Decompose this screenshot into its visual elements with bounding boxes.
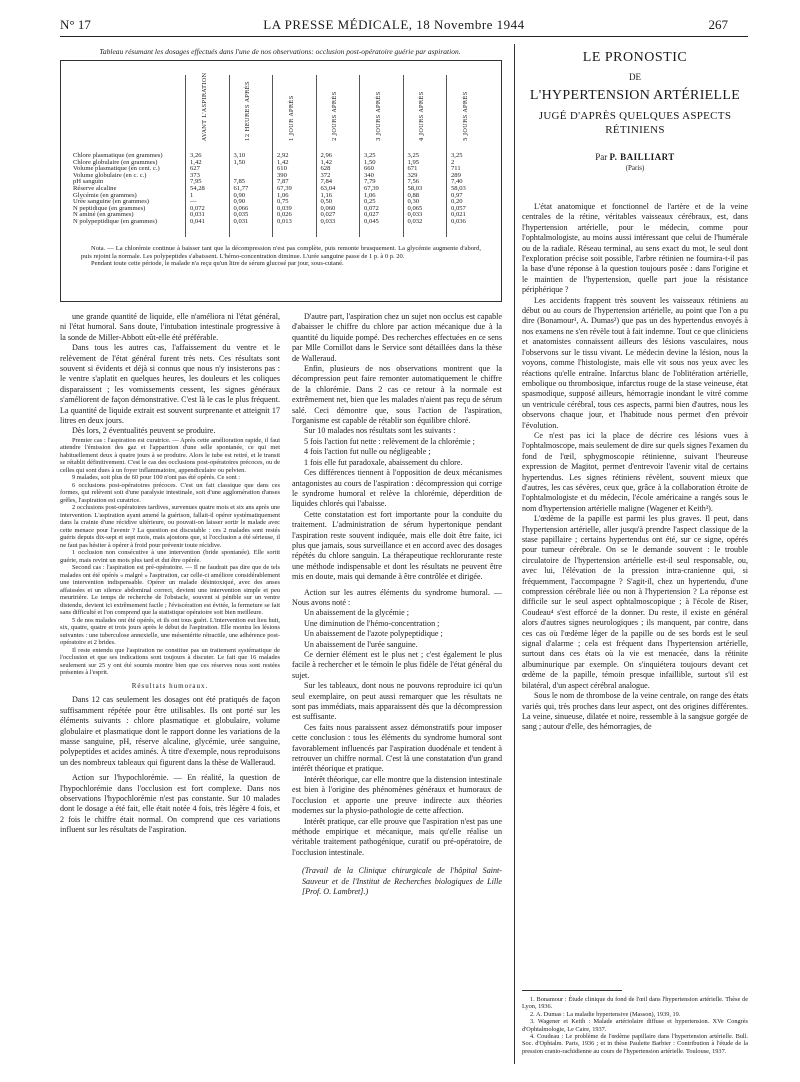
- table-cell: 0,30: [407, 198, 420, 206]
- table-cell: 1,42: [320, 158, 333, 166]
- header-rule: [60, 36, 748, 37]
- column-header: [273, 75, 317, 145]
- table-cell: 3,26: [190, 152, 202, 159]
- paragraph: Sous le nom de thrombose de la veine centrale, on range des états variés qui, très proches dans leur aspect, ont des origines différentes. La veine, sinueuse, dilatée et noire, ressemble à la sangsue gorgée de sang ; autour d'elle, des hémorragies, de: [522, 691, 748, 732]
- table-column: [185, 72, 230, 237]
- data-table: [60, 60, 502, 302]
- table-column: [446, 75, 491, 237]
- table-cell: 1,42: [190, 158, 202, 166]
- table-cell: 0,97: [451, 191, 463, 199]
- paragraph: 1 fois elle fut paradoxale, abaissement du chlore.: [304, 457, 463, 467]
- column-header: [317, 75, 361, 145]
- table-cell: 289: [451, 171, 461, 179]
- article-title-line-1: LE PRONOSTIC: [582, 50, 688, 65]
- table-grid: [73, 72, 488, 237]
- article-body: [522, 202, 748, 972]
- article-title-line-3: L'HYPERTENSION ARTÉRIELLE: [529, 88, 741, 103]
- table-cell: 1: [190, 191, 194, 199]
- issue-number: N° 17: [60, 17, 91, 32]
- table-cell: 58,03: [407, 184, 423, 192]
- table-cell: 3,25: [364, 152, 376, 159]
- article-heading: [522, 44, 748, 172]
- table-cell: 2,92: [277, 152, 289, 159]
- section-heading: Résultats humoraux.: [131, 681, 209, 690]
- column-values: [364, 153, 379, 226]
- footnote: 1. Bonamour : Étude clinique du fond de l'œil dans l'hypertension artérielle. Thèse de Lyon, 1936.: [522, 996, 748, 1011]
- column-header-label: 4 JOURS APRÈS: [419, 91, 426, 141]
- paragraph: Un abaissement de la glycémie ;: [304, 608, 409, 618]
- column-values: [234, 153, 249, 226]
- table-cell: 1,42: [277, 158, 289, 166]
- paragraph: L'œdème de la papille est parmi les plus graves. Il peut, dans l'hypertension artérielle, aller jusqu'à prendre l'aspect classique de la stase papillaire ; certains hypertendus ont été, sur ce signe, opérés pour tumeur cérébrale. On se le demande souvent : le trouble circulatoire de l'hypertension artérielle est-il seul responsable, ou, avec lui, l'élévation de la pression intra-cranienne qui, si fréquemment, l'accompagne ? S'agit-il, chez un hypertendu, d'une compression cérébrale liée ou non à l'hypertension ? La réponse est difficile sur le seul aspect ophtalmoscopique ; à l'école de Riser, Coudeau⁴ s'est efforcé de la donner. Du reste, il existe en général alors d'autres signes neurologiques ; ils manquent, par contre, dans ces cas où l'œdème léger de la papille ou de ses bords est le seul signal d'alarme ; cela est fréquent dans l'hypertension artérielle, surtout dans ces états où la vie est menacée, dans la rétinite albuminurique par exemple. On s'inquiétera toujours devant cet œdème de la papille, témoin presque infaillible, surtout s'il est bilatéral, d'un aspect cérébral analogue.: [522, 514, 748, 690]
- paragraph: Sur les tableaux, dont nous ne pouvons reproduire ici qu'un seul exemplaire, on peut aussi remarquer que les résultats ne sont pas immédiats, mais apparaissent dès que la décompression est suffisante.: [292, 681, 502, 722]
- table-cell: 0,031: [190, 211, 205, 219]
- table-cell: 7,56: [407, 178, 420, 186]
- table-cell: 0,90: [233, 198, 246, 206]
- table-cell: 628: [320, 165, 331, 173]
- table-cell: 54,28: [190, 184, 205, 192]
- table-cell: 0,041: [190, 217, 205, 225]
- column-rule: [514, 44, 515, 1064]
- table-cell: 0,039: [277, 204, 292, 212]
- table-cell: 0,065: [407, 204, 423, 212]
- table-cell: 0,072: [364, 204, 379, 212]
- column-values: [321, 153, 336, 226]
- table-cell: 711: [451, 165, 461, 173]
- paragraph: Cette constatation est fort importante pour la conduite du traitement. L'administration de sérum hypertonique pendant l'aspiration reste souvent indiquée, mais elle doit être faite, ici plus que jamais, sous surveillance et en accord avec des dosages répétés du chlore sanguin. La thérapeutique rechlorurante reste une méthode indispensable et dont les résultats ne peuvent être mis en doute, mais qui demande à être contrôlée et dirigée.: [292, 509, 502, 582]
- table-cell: 0,90: [233, 191, 246, 199]
- paragraph: Dès lors, 2 éventualités peuvent se produire.: [72, 426, 216, 436]
- column-header: [230, 75, 274, 145]
- row-label: N peptidique (en grammes): [73, 204, 146, 212]
- small-paragraph: 2 occlusions post-opératoires tardives, survenues quatre mois et six ans après une intervention. L'aspiration ayant amené la guérison, fallait-il opérer systématiquement dans la crainte d'une récidive ultérieure, ou pouvait-on laisser sortir le malade avec cette menace pour l'avenir ? La question est discutable : ces 2 malades sont restés guéris depuis dix-sept et sept mois, mais ajoutons que, si l'occlusion a été sérieuse, il ne faut pas hésiter à opérer à froid pour prévenir toute récidive.: [60, 504, 280, 549]
- row-label: Chlore globulaire (en grammes): [73, 158, 158, 166]
- column-values: [277, 153, 292, 226]
- article-title-line-2: DE: [629, 72, 641, 82]
- table-cell: 2: [451, 158, 455, 166]
- table-cell: 7,84: [320, 178, 333, 186]
- table-cell: 373: [190, 171, 200, 179]
- small-paragraph: Second cas : l'aspiration est pré-opératoire. — Il ne faudrait pas dire que de tels malades ont été opérés « malgré » l'aspiration, car celle-ci améliore considérablement une intervention indispensable. Opérer un malade désintoxiqué, avec des anses affaissées et un silence abdominal correct, devient une intervention simple et peu meurtrière. Le temps de recherche de l'obstacle, souvent si pénible sur un ventre distendu, devient ici extrêmement facile ; l'éviscération est évitée, la fermeture se fait sans difficulté et l'on comprend que la statistique opératoire soit bien meilleure.: [60, 564, 280, 617]
- page-number: 267: [708, 17, 728, 32]
- middle-text-column: [292, 312, 502, 1072]
- table-cell: 0,072: [190, 204, 205, 212]
- table-cell: 0,036: [451, 217, 466, 225]
- table-cell: 1,50: [364, 158, 376, 166]
- table-cell: 0,035: [233, 211, 249, 219]
- table-cell: 627: [190, 165, 200, 173]
- table-cell: 7,87: [277, 178, 289, 186]
- small-paragraph: Premier cas : l'aspiration est curatrice. — Après cette amélioration rapide, il faut attendre l'émission des gaz et l'apparition d'une selle spontanée, ce qui met habituellement deux à quatre jours à se produire. Alors le tube est retiré, et le transit se rétablit définitivement. C'est le cas des occlusions post-opératoires précoces, ou de celles qui sont dues à un foyer inflammatoire, appendiculaire ou pelvien.: [60, 436, 280, 474]
- page-header: [60, 17, 728, 35]
- table-cell: 0,026: [277, 211, 292, 219]
- table-cell: 329: [407, 171, 418, 179]
- small-paragraph: 6 occlusions post-opératoires précoces. C'est un fait classique que dans ces formes, qui relèvent soit d'une paralysie intestinale, soit d'une agglomération d'anses grêles, l'aspiration est curatrice.: [60, 481, 280, 504]
- table-cell: 372: [320, 171, 331, 179]
- paragraph: une grande quantité de liquide, elle n'améliora ni l'état général, ni l'état humoral. Sans doute, l'intubation intestinale progressive à la sonde de Miller-Abbott eût-elle été préférable.: [60, 312, 280, 342]
- table-cell: 61,77: [233, 184, 249, 192]
- table-cell: 610: [277, 165, 287, 173]
- table-cell: 0,50: [320, 198, 333, 206]
- table-column: [359, 75, 404, 237]
- row-label: Chlore plasmatique (en grammes): [73, 152, 163, 159]
- table-cell: 0,021: [451, 211, 466, 219]
- table-cell: 0,88: [407, 191, 420, 199]
- table-cell: 1,06: [277, 191, 289, 199]
- table-column: [229, 75, 274, 237]
- column-header: [186, 72, 230, 145]
- table-cell: 1,16: [320, 191, 333, 199]
- paragraph: Les accidents frappent très souvent les vaisseaux rétiniens au début ou au cours de l'hypertension artérielle, au point que l'on a pu dire (Bonamour¹, A. Dumas²) que pas un des hypertendus envoyés à nos examens ne s'en révèle tout à fait indemne. Tout ce que cliniciens et anatomistes connaissent ailleurs des lésions vasculaires, nous l'observons sur le tissu vivant. Le médecin devine la lésion, nous la voyons, comme l'histologiste, mais elle vit sous nos yeux avec les réactions qu'elle entraîne. Infarctus blanc de l'oblitération artérielle, embolique ou thrombosique, infarctus rouge de la stase veineuse, état spasmodique, supposé ailleurs, hémorragie inondant le vitré comme un ventricule cérébral, tous ces aspects, parmi bien d'autres, nous les observons chaque jour, et l'habitude nous permet d'en prévoir l'évolution.: [522, 295, 748, 430]
- column-header-label: 3 JOURS APRÈS: [375, 91, 382, 141]
- table-cell: 0,057: [451, 204, 466, 212]
- paragraph: D'autre part, l'aspiration chez un sujet non occlus est capable d'abaisser le chiffre du chlore par action mécanique due à la quantité du liquide pompé. Des recherches effectuées en ce sens par Mlle Cornillot dans le Service sont détaillées dans la thèse de Walleraud.: [292, 312, 502, 363]
- column-values: [190, 153, 205, 226]
- table-cell: 1,95: [407, 158, 420, 166]
- row-label: pH sanguin: [73, 178, 104, 186]
- paragraph: Ce dernier élément est le plus net ; c'est également le plus facile à rechercher et le témoin le plus fidèle de l'état général du sujet.: [292, 650, 502, 680]
- paragraph: Intérêt pratique, car elle prouve que l'aspiration n'est pas une méthode empirique et mécanique, mais qu'elle réalise un véritable traitement pathogénique, curatif ou pré-opératoire, de l'occlusion intestinale.: [292, 816, 502, 857]
- table-cell: 3,25: [451, 152, 463, 159]
- table-cell: 0,75: [277, 198, 289, 206]
- column-header: [360, 75, 404, 145]
- table-cell: 390: [277, 171, 287, 179]
- article-subtitle-line-1: JUGÉ D'APRÈS QUELQUES ASPECTS: [538, 110, 732, 122]
- table-cell: [234, 166, 249, 173]
- paragraph: Une diminution de l'hémo-concentration ;: [304, 618, 440, 628]
- paragraph: Dans tous les autres cas, l'affaissement du ventre et le relèvement de l'état général furent très nets. Ces résultats sont souvent si évidents et déjà si connus que nous n'y insisterons pas : le ventre s'aplatit en quelques heures, les douleurs et les coliques disparaissent ; les vomissements cessent, les signes généraux s'améliorent de façon démonstrative. C'est là le cas le plus fréquent. La quantité de liquide extrait est souvent surprenante et atteignit 17 litres en deux jours.: [60, 343, 280, 426]
- table-cell: 63,04: [320, 184, 336, 192]
- paragraph: Dans 12 cas seulement les dosages ont été pratiqués de façon suffisamment répétée pour être utilisables. Ils ont porté sur les éléments suivants : chlore plasmatique et globulaire, volume globulaire et plasmatique dont le rapport donne les variations de la masse sanguine, pH, réserve alcaline, glycémie, urée sanguine, polypeptides et acides aminés. À titre d'exemple, nous reproduisons un des nombreux tableaux qui figurent dans la thèse de Walleraud.: [60, 695, 280, 767]
- table-cell: 0,25: [364, 198, 376, 206]
- small-paragraph: 1 occlusion non consécutive à une intervention (bride spontanée). Elle sortit guérie, mais revint un mois plus tard et dut être opérée.: [60, 549, 280, 564]
- table-cell: 0,033: [320, 217, 336, 225]
- footnotes: [522, 996, 748, 1055]
- column-header-label: 5 JOURS APRÈS: [462, 91, 469, 141]
- row-label: Volume plasmatique (en cent. c.): [73, 165, 160, 173]
- table-cell: 3,10: [233, 152, 246, 159]
- paragraph: Ces faits nous paraissent assez démonstratifs pour imposer cette conclusion : tous les éléments du syndrome humoral sont favorablement influencés par l'aspiration duodénale et tendent à retrouver un chiffre normal. C'est là une constatation d'un grand intérêt théorique et pratique.: [292, 722, 502, 774]
- column-header-label: 1 JOUR APRÈS: [288, 95, 295, 141]
- small-paragraph: 5 de nos malades ont été opérés, et ils ont tous guéri. L'intervention eut lieu huit, six, quatre, quatre et trois jours après le début de l'aspiration. Elle montra les lésions suivantes : une tuberculose annexielle, une mésentérite rétractile, une adhérence post-opératoire et 2 brides.: [60, 616, 280, 647]
- footnote: 3. Wagener et Keith : Malade artériolaire diffuse et hypertension. XVe Congrès d'Ophtalmologie, Le Caire, 1937.: [522, 1018, 748, 1033]
- byline-prefix: Par: [595, 152, 608, 162]
- table-column: [403, 75, 448, 237]
- table-caption: Tableau résumant les dosages effectués dans l'une de nos observations: occlusion post-opératoire guérie par aspiration.: [99, 47, 461, 56]
- footnote: 4. Coudeau : Le problème de l'œdème papillaire dans l'hypertension artérielle. Bull. Soc. d'Ophtalm. Paris, 1936 ; et in thèse Paulette Barbier : Contribution à l'étude de la pression cranio-rachidienne au cours de l'hypertension artérielle. Toulouse, 1937.: [522, 1033, 748, 1055]
- column-header-label: AVANT L'ASPIRATION: [201, 72, 208, 141]
- paragraph: 5 fois l'action fut nette : relèvement de la chlorémie ;: [304, 436, 475, 446]
- paragraph: Action sur l'hypochlorémie. — En réalité, la question de l'hypochlorémie dans l'occlusion est fort complexe. Dans nos observations l'hypochlorémie n'est pas constante. Sur 10 malades dont le dosage a été fait, elle était notée 4 fois, très légère 4 fois, et 2 fois le chiffre était normal. On comprend que ces variations influent sur les résultats de l'aspiration.: [60, 773, 280, 835]
- row-label: Glycémie (en grammes): [73, 191, 137, 199]
- row-label: Réserve alcaline: [73, 184, 117, 192]
- table-column: [316, 75, 361, 237]
- table-cell: 1,06: [364, 191, 376, 199]
- table-cell: 67,39: [277, 184, 292, 192]
- table-cell: 2,96: [320, 152, 333, 159]
- table-cell: 660: [364, 165, 374, 173]
- table-cell: 0,027: [364, 211, 379, 219]
- paragraph: Enfin, plusieurs de nos observations montrent que la décompression peut faire remonter automatiquement le chiffre de la chlorémie. Dans 2 cas ce retour à la normale est extrêmement net, bien que les malades n'aient pas reçu de sérum salé. Ceci démontre que, sous l'action de l'aspiration, l'organisme est capable de rétablir son équilibre chloré.: [292, 364, 502, 426]
- table-cell: 7,40: [451, 178, 463, 186]
- author-name: P. BAILLIART: [609, 152, 675, 162]
- table-cell: 0,032: [407, 217, 423, 225]
- row-label: N aminé (en grammes): [73, 211, 134, 219]
- article-subtitle-line-2: RÉTINIENS: [605, 124, 665, 136]
- table-column: [272, 75, 317, 237]
- paragraph: Ces différences tiennent à l'opposition de deux mécanismes antagonistes au cours de l'aspiration : décompression qui corrige le syndrome humoral et relève la chlorémie, déperdition de liquides chlorés qui l'abaisse.: [292, 468, 502, 509]
- paragraph: Action sur les autres éléments du syndrome humoral. — Nous avons noté :: [292, 587, 502, 607]
- column-header-label: 12 HEURES APRÈS: [245, 81, 252, 141]
- table-note-text: Nota. — La chlorémie continue à baisser tant que la décompression n'est pas complète, puis remonte brusquement. La glycémie augmente d'abord, puis rejoint la normale. Les polypeptides s'abaissent. L'hémo-concentration diminue. L'urée sanguine passe de 1 p. à 0 p. 20.: [81, 245, 481, 260]
- author-city: (Paris): [625, 164, 645, 172]
- table-cell: 0,20: [451, 198, 463, 206]
- table-cell: 340: [364, 171, 374, 179]
- table-cell: 0,013: [277, 217, 292, 225]
- table-cell: 0,066: [233, 204, 249, 212]
- table-cell: 0,031: [233, 217, 249, 225]
- table-note: [81, 245, 481, 268]
- table-note-text-2: Pendant toute cette période, le malade n'a reçu qu'un litre de sérum glucosé par jour, sous-cutané.: [91, 260, 344, 267]
- column-header: [447, 75, 491, 145]
- left-text-column: [60, 312, 280, 1072]
- table-cell: 0,033: [407, 211, 423, 219]
- small-paragraph: 9 malades, soit plus de 60 pour 100 n'ont pas été opérés. Ce sont :: [72, 474, 240, 482]
- table-cell: 58,03: [451, 184, 466, 192]
- row-label: Volume globulaire (en c. c.): [73, 171, 147, 179]
- paragraph: L'état anatomique et fonctionnel de l'artère et de la veine centrales de la rétine, véritables vaisseaux cérébraux, est, dans l'hypertension artérielle, pour le médecin, comme pour l'ophtalmologiste, au moins aussi intéressant que celui de l'humérale ou de la radiale. Réseau terminal, au sens exact du mot, le seul dont l'exploration précise soit possible, l'arbre rétinien ne fournira-t-il pas la base d'une réponse à la question toujours posée : dans l'origine et le maintien de l'hypertension, quelle part joue la résistance périphérique ?: [522, 202, 748, 295]
- row-label: N polypeptidique (en grammes): [73, 217, 158, 225]
- table-cell: 67,39: [364, 184, 379, 192]
- column-header-label: 2 JOURS APRÈS: [332, 91, 339, 141]
- article-byline: [522, 152, 748, 162]
- table-cell: 3,25: [407, 152, 420, 159]
- paragraph: Intérêt théorique, car elle montre que la distension intestinale est bien à l'origine des phénomènes généraux et humoraux de l'occlusion et apporte une preuve indirecte aux théories modernes sur la physio-pathologie de cette affection.: [292, 774, 502, 816]
- table-cell: 7,85: [233, 178, 246, 186]
- row-label: Urée sanguine (en grammes): [73, 198, 149, 206]
- paragraph: Un abaissement de l'urée sanguine.: [304, 639, 418, 649]
- table-cell: —: [190, 198, 197, 206]
- table-cell: 0,027: [320, 211, 336, 219]
- paragraph: Ce n'est pas ici la place de décrire ces lésions vues à l'ophtalmoscope, mais seulement de dire sur quels signes l'examen du fond de l'œil, sphygmoscopie rétinienne, suivant l'heureuse expression de Magitot, permet d'entrevoir l'avenir vital de certains hypertendus. Les signes rétiniens révèlent, souvent mieux que d'autres, les cas sévères, ceux que, grâce à la collaboration étroite de l'ophtalmologiste et du médecin, l'école américaine a rangés sous le nom d'hypertension artérielle maligne (Wagener et Keith³).: [522, 430, 748, 513]
- table-cell: 0,060: [320, 204, 336, 212]
- row-labels: [73, 75, 181, 237]
- table-cell: 7,95: [190, 178, 202, 186]
- footnote-rule: [522, 990, 622, 991]
- column-values: [408, 153, 423, 226]
- column-values: [451, 153, 466, 226]
- table-cell: 7,79: [364, 178, 376, 186]
- journal-title: LA PRESSE MÉDICALE, 18 Novembre 1944: [263, 17, 525, 32]
- table-cell: 671: [407, 165, 418, 173]
- small-paragraph: Il reste entendu que l'aspiration ne constitue pas un traitement systématique de l'occlusion et que ses indications sont toujours à discuter. Le fait que 16 malades seulement sur 25 y ont été soumis montre bien que ces réserves nous sont restées présentes à l'esprit.: [60, 646, 280, 677]
- signoff: (Travail de la Clinique chirurgicale de l'hôpital Saint-Sauveur et de l'Institut de Recherches biologiques de Lille [Prof. O. Lambret].): [302, 866, 502, 896]
- footnote: 2. A. Dumas : La maladie hypertensive (Masson), 1939, 19.: [530, 1010, 681, 1018]
- paragraph: 4 fois l'action fut nulle ou négligeable ;: [304, 447, 431, 457]
- table-cell: 0,045: [364, 217, 379, 225]
- paragraph: Un abaissement de l'azote polypeptidique ;: [304, 629, 443, 639]
- column-header: [404, 75, 448, 145]
- paragraph: Sur 10 malades nos résultats sont les suivants :: [304, 426, 456, 436]
- table-cell: 1,50: [233, 158, 246, 166]
